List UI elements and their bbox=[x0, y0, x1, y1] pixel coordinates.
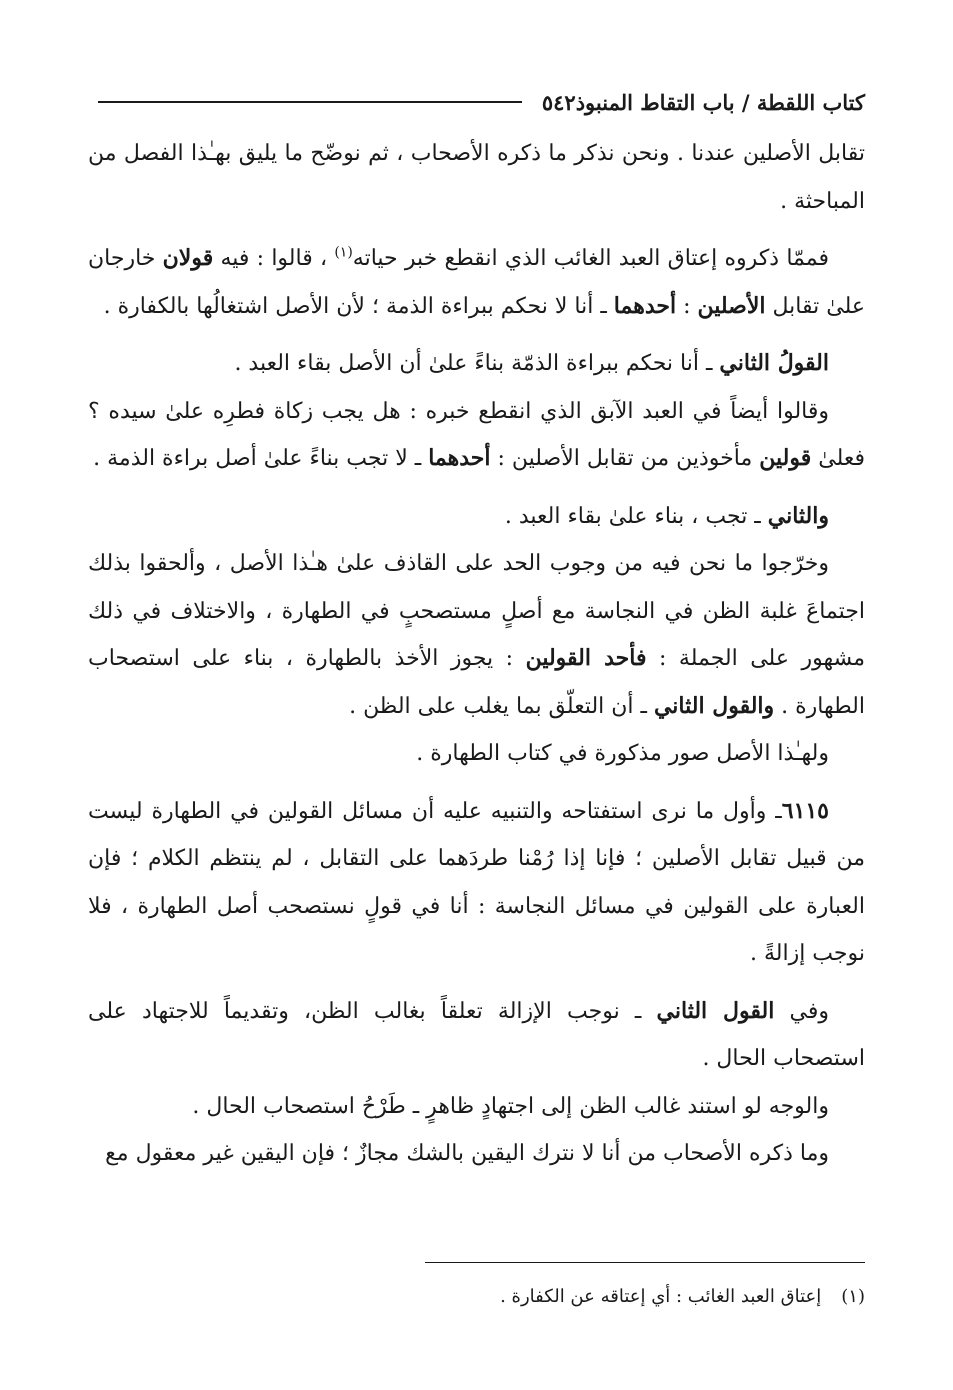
paragraph-11: وما ذكره الأصحاب من أنا لا نترك اليقين بالشك مجازٌ ؛ فإن اليقين غير معقول مع bbox=[105, 1141, 829, 1166]
p4-bold-1: قولين bbox=[759, 445, 812, 471]
section-number: ٦١١٥ bbox=[781, 797, 829, 824]
p2-text-e: ـ أنا لا نحكم ببراءة الذمة ؛ لأن الأصل اشتغالُها بالكفارة . bbox=[103, 293, 614, 319]
paragraph-2 bbox=[88, 235, 865, 330]
paragraph-5 bbox=[88, 493, 865, 541]
p9-text-a: وفي bbox=[774, 998, 829, 1024]
p2-bold-3: أحدهما bbox=[613, 292, 677, 319]
footnote bbox=[88, 1284, 865, 1310]
p6-text-a: وخرّجوا ما نحن فيه من وجوب الحد على القاذف علىٰ هـٰذا الأصل ، وألحقوا بذلك اجتماعَ غلبة الظن في النجاسة مع أصلٍ مستصحبٍ في الطهارة ، والاختلاف في ذلك مشهور على الجملة : bbox=[88, 551, 865, 671]
p4-text-b: مأخوذين من تقابل الأصلين : bbox=[490, 446, 760, 471]
footnote-ref: (١) bbox=[334, 244, 353, 261]
page-body bbox=[88, 130, 865, 1178]
p5-text: ـ تجب ، بناء علىٰ بقاء العبد . bbox=[504, 503, 768, 529]
footnote-separator bbox=[425, 1262, 865, 1263]
paragraph-10: والوجه لو استند غالب الظن إلى اجتهادٍ ظاهرٍ ـ طَرْحُ استصحاب الحال . bbox=[192, 1093, 829, 1119]
p2-text-c: خارجان علىٰ تقابل bbox=[88, 246, 865, 319]
p3-bold: القولُ الثاني bbox=[719, 350, 829, 376]
p5-bold: والثاني bbox=[767, 502, 829, 529]
running-title: كتاب اللقطة / باب التقاط المنبوذ bbox=[575, 89, 865, 115]
p8-text: ـ وأول ما نرى استفتاحه والتنبيه عليه أن مسائل القولين في الطهارة ليست من قبيل تقابل الأصلين ؛ فإنا إذا رُمْنا طردَهما على التقابل ، لم ينتظم الكلام ؛ فإن العبارة على القولين في مسائل النجاسة : أنا في قولٍ نستصحب أصل الطهارة ، فلا نوجب إزالةً . bbox=[88, 798, 866, 966]
paragraph-6 bbox=[88, 540, 865, 730]
p3-text: ـ أنا نحكم ببراءة الذمّة بناءً علىٰ أن الأصل بقاء العبد . bbox=[234, 351, 720, 376]
p2-text-a: فممّا ذكروه إعتاق العبد الغائب الذي انقطع خبر حياته bbox=[352, 246, 829, 271]
paragraph-4 bbox=[88, 388, 865, 483]
p4-text-c: ـ لا تجب بناءً علىٰ أصل براءة الذمة . bbox=[93, 446, 429, 471]
paragraph-3 bbox=[88, 340, 865, 388]
p2-bold-1: قولان bbox=[162, 245, 214, 271]
paragraph-8 bbox=[88, 788, 865, 978]
paragraph-7: ولهـٰذا الأصل صور مذكورة في كتاب الطهارة . bbox=[416, 741, 829, 766]
p9-bold: القول الثاني bbox=[656, 997, 775, 1024]
footnote-text: إعتاق العبد الغائب : أي إعتاقه عن الكفارة . bbox=[500, 1286, 822, 1307]
p2-text-b: ، قالوا : فيه bbox=[213, 246, 335, 271]
p2-text-d: : bbox=[676, 293, 698, 319]
p2-bold-2: الأصلين bbox=[697, 292, 766, 319]
page-number: ٥٤٢ bbox=[541, 89, 576, 115]
p6-text-b: : يجوز الأخذ بالطهارة ، بناء على استصحاب الطهارة . bbox=[88, 646, 865, 719]
p4-text-a: وقالوا أيضاً في العبد الآبق الذي انقطع خبره : هل يجب زكاة فطرِه علىٰ سيده ؟ فعلىٰ bbox=[88, 398, 865, 471]
p6-text-c: ـ أن التعلّق بما يغلب على الظن . bbox=[349, 693, 654, 719]
footnote-number: (١) bbox=[841, 1286, 865, 1307]
p9-text-b: ـ نوجب الإزالة تعلقاً بغالب الظن، وتقديماً للاجتهاد على استصحاب الحال . bbox=[88, 998, 865, 1071]
p4-bold-2: أحدهما bbox=[428, 445, 491, 471]
paragraph-1: تقابل الأصلين عندنا . ونحن نذكر ما ذكره الأصحاب ، ثم نوضّح ما يليق بهـٰذا الفصل من المباحثة . bbox=[88, 141, 865, 214]
running-header bbox=[88, 84, 865, 120]
p6-bold-1: فأحد القولين bbox=[525, 645, 647, 671]
paragraph-9 bbox=[88, 988, 865, 1083]
p6-bold-2: والقول الثاني bbox=[653, 692, 775, 719]
header-rule bbox=[98, 101, 522, 103]
